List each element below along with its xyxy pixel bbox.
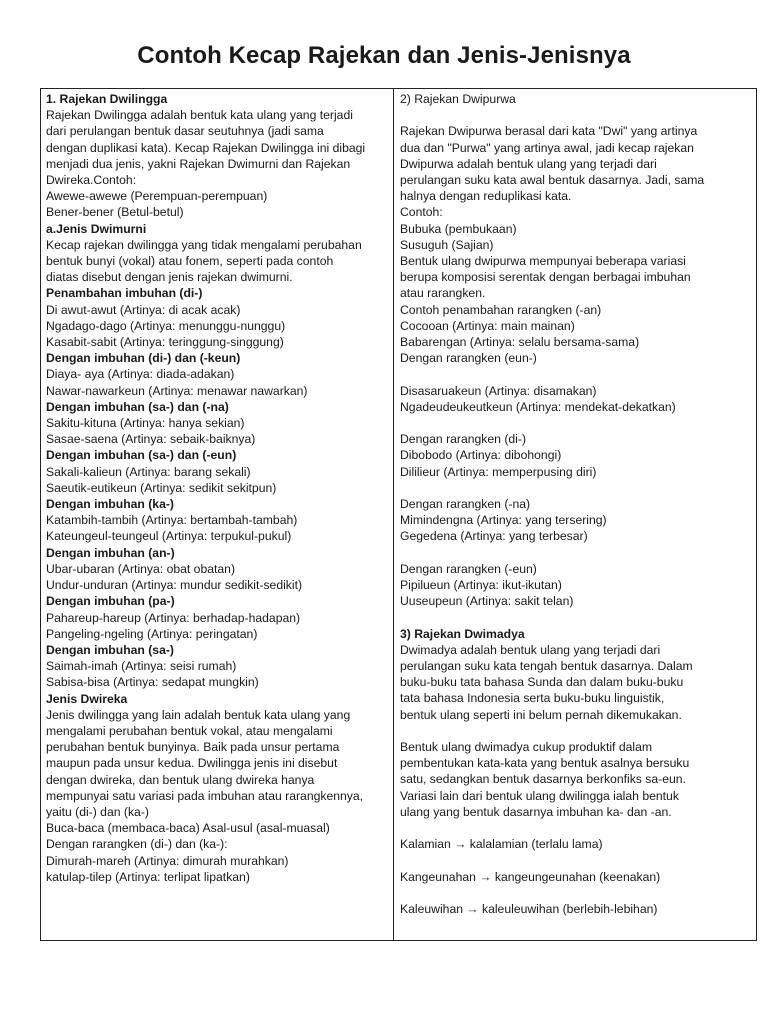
text-line: yaitu (di-) dan (ka-) [46, 804, 149, 819]
text-line: Ubar-ubaran (Artinya: obat obatan) [46, 561, 236, 576]
text-line: Saimah-imah (Artinya: seisi rumah) [46, 659, 237, 674]
section-heading: a.Jenis Dwimurni [46, 221, 147, 236]
left-column [46, 91, 388, 885]
text-line: Contoh penambahan rarangken (-an) [400, 302, 602, 317]
text-line: Ngadago-dago (Artinya: menunggu-nunggu) [46, 318, 286, 333]
right-column [400, 91, 752, 917]
text-line: Susuguh (Sajian) [400, 237, 494, 252]
text-line: Nawar-nawarkeun (Artinya: menawar nawarkan) [46, 383, 308, 398]
text-line: katulap-tilep (Artinya: terlipat lipatkan) [46, 869, 250, 884]
section-heading: Dengan imbuhan (ka-) [46, 497, 174, 512]
text-line: Variasi lain dari bentuk ulang dwilingga ialah bentuk [400, 788, 679, 803]
text-line: Pipilueun (Artinya: ikut-ikutan) [400, 578, 562, 593]
text-line: Kalamian → kalalamian (terlalu lama) [400, 837, 603, 852]
text-line: Dwipurwa adalah bentuk ulang yang terjadi dari [400, 156, 657, 171]
text-line: Bubuka (pembukaan) [400, 221, 517, 236]
text-line [400, 545, 752, 561]
text-line: Kecap rajekan dwilingga yang tidak mengalami perubahan [46, 237, 362, 252]
text-line: Di awut-awut (Artinya: di acak acak) [46, 302, 241, 317]
text-line: tata bahasa Indonesia serta buku-buku linguistik, [400, 691, 665, 706]
text-line: Uuseupeun (Artinya: sakit telan) [400, 594, 574, 609]
text-line [400, 480, 752, 496]
text-line: Kaleuwihan → kaleuleuwihan (berlebih-lebihan) [400, 902, 658, 916]
text-line: Undur-unduran (Artinya: mundur sedikit-sedikit) [46, 578, 303, 593]
text-line: maupun pada unsur kedua. Dwilingga jenis ini disebut [46, 756, 338, 771]
text-line: Saeutik-eutikeun (Artinya: sedikit sekitpun) [46, 480, 277, 495]
text-line: Mimindengna (Artinya: yang tersering) [400, 513, 607, 528]
text-line [400, 852, 752, 868]
text-line: Sakitu-kituna (Artinya: hanya sekian) [46, 416, 245, 431]
text-line: Dengan rarangken (di-) dan (ka-): [46, 837, 228, 852]
text-line: Dililieur (Artinya: memperpusing diri) [400, 464, 597, 479]
text-line: Gegedena (Artinya: yang terbesar) [400, 529, 588, 544]
text-line [400, 107, 752, 123]
section-heading: Dengan imbuhan (di-) dan (-keun) [46, 351, 241, 366]
text-line: Pahareup-hareup (Artinya: berhadap-hadapan) [46, 610, 301, 625]
section-heading: Dengan imbuhan (sa-) dan (-eun) [46, 448, 237, 463]
column-divider [393, 88, 394, 941]
text-line: dua dan "Purwa" yang artinya awal, jadi kecap rajekan [400, 140, 694, 155]
text-line [400, 609, 752, 625]
text-line: Dwimadya adalah bentuk ulang yang terjadi dari [400, 642, 661, 657]
text-line: Kateungeul-teungeul (Artinya: terpukul-pukul) [46, 529, 292, 544]
text-line: Awewe-awewe (Perempuan-perempuan) [46, 189, 268, 204]
text-line: Bener-bener (Betul-betul) [46, 205, 184, 220]
section-heading: Penambahan imbuhan (di-) [46, 286, 203, 301]
text-line [400, 820, 752, 836]
text-line: Sakali-kalieun (Artinya: barang sekali) [46, 464, 251, 479]
text-line: menjadi dua jenis, yakni Rajekan Dwimurni dan Rajekan [46, 156, 351, 171]
section-heading: Dengan imbuhan (pa-) [46, 594, 175, 609]
text-line: Jenis dwilingga yang lain adalah bentuk kata ulang yang [46, 707, 351, 722]
text-line: Kangeunahan → kangeungeunahan (keenakan) [400, 869, 661, 884]
text-line: Katambih-tambih (Artinya: bertambah-tambah) [46, 513, 298, 528]
text-line: Sabisa-bisa (Artinya: sedapat mungkin) [46, 675, 259, 690]
text-line [400, 885, 752, 901]
text-line: perulangan suku kata awal bentuk dasarnya. Jadi, sama [400, 173, 705, 187]
text-line: mempunyai satu variasi pada imbuhan atau rarangkennya, [46, 788, 364, 803]
text-line: Dengan rarangken (eun-) [400, 351, 537, 366]
text-line: perulangan suku kata tengah bentuk dasarnya. Dalam [400, 659, 693, 674]
section-heading: Dengan imbuhan (an-) [46, 545, 175, 560]
text-line: Pangeling-ngeling (Artinya: peringatan) [46, 626, 258, 641]
text-line: bentuk bunyi (vokal) atau fonem, seperti pada contoh [46, 254, 334, 269]
text-line: Kasabit-sabit (Artinya: teringgung-singgung) [46, 335, 284, 350]
text-line: dengan duplikasi kata). Kecap Rajekan Dwilingga ini dibagi [46, 140, 366, 155]
text-line: Dimurah-mareh (Artinya: dimurah murahkan) [46, 853, 289, 868]
text-line: Bentuk ulang dwimadya cukup produktif dalam [400, 740, 653, 755]
text-line: dengan dwireka, dan bentuk ulang dwireka hanya [46, 772, 315, 787]
section-heading: Dengan imbuhan (sa-) [46, 642, 174, 657]
text-line: Sasae-saena (Artinya: sebaik-baiknya) [46, 432, 256, 447]
text-line: satu, sedangkan bentuk dasarnya berkonfiks sa-eun. [400, 772, 686, 787]
text-line: Rajekan Dwipurwa berasal dari kata "Dwi" yang artinya [400, 124, 698, 139]
text-line: pembentukan kata-kata yang bentuk asalnya bersuku [400, 756, 690, 771]
text-line: Dengan rarangken (di-) [400, 432, 527, 447]
text-line: Dibobodo (Artinya: dibohongi) [400, 448, 562, 463]
text-line: Bentuk ulang dwipurwa mempunyai beberapa variasi [400, 254, 686, 269]
text-line: halnya dengan reduplikasi kata. [400, 189, 572, 204]
text-line: Rajekan Dwilingga adalah bentuk kata ulang yang terjadi [46, 108, 353, 123]
text-line: Cocooan (Artinya: main mainan) [400, 318, 575, 333]
text-line: Dwireka.Contoh: [46, 173, 137, 188]
text-line: bentuk ulang seperti ini belum pernah dikemukakan. [400, 707, 682, 722]
text-line: Dengan rarangken (-eun) [400, 561, 537, 576]
text-line: berupa komposisi serentak dengan berbagai imbuhan [400, 270, 691, 285]
text-line: Buca-baca (membaca-baca) Asal-usul (asal-muasal) [46, 821, 330, 836]
text-line: Babarengan (Artinya: selalu bersama-sama) [400, 335, 640, 350]
text-line: Contoh: [400, 205, 443, 220]
page-title: Contoh Kecap Rajekan dan Jenis-Jenisnya [137, 42, 631, 69]
text-line [400, 723, 752, 739]
section-heading: Dengan imbuhan (sa-) dan (-na) [46, 399, 229, 414]
text-line: 2) Rajekan Dwipurwa [400, 92, 516, 106]
section-heading: 1. Rajekan Dwilingga [46, 92, 168, 106]
text-line: mengalami perubahan bentuk vokal, atau mengalami [46, 723, 333, 738]
text-line [400, 366, 752, 382]
text-line: dari perulangan bentuk dasar seutuhnya (jadi sama [46, 124, 324, 139]
text-line: Ngadeudeukeutkeun (Artinya: mendekat-dekatkan) [400, 399, 676, 414]
text-line: buku-buku tata bahasa Sunda dan dalam buku-buku [400, 675, 684, 690]
text-line: perubahan bentuk bunyinya. Baik pada unsur pertama [46, 740, 340, 755]
text-line: ulang yang bentuk dasarnya imbuhan ka- dan -an. [400, 804, 672, 819]
text-line: Dengan rarangken (-na) [400, 497, 531, 512]
text-line: diatas disebut dengan jenis rajekan dwimurni. [46, 270, 293, 285]
text-line [400, 415, 752, 431]
section-heading: Jenis Dwireka [46, 691, 128, 706]
section-heading: 3) Rajekan Dwimadya [400, 626, 525, 641]
text-line: Diaya- aya (Artinya: diada-adakan) [46, 367, 235, 382]
text-line: Disasaruakeun (Artinya: disamakan) [400, 383, 597, 398]
text-line: atau rarangken. [400, 286, 486, 301]
